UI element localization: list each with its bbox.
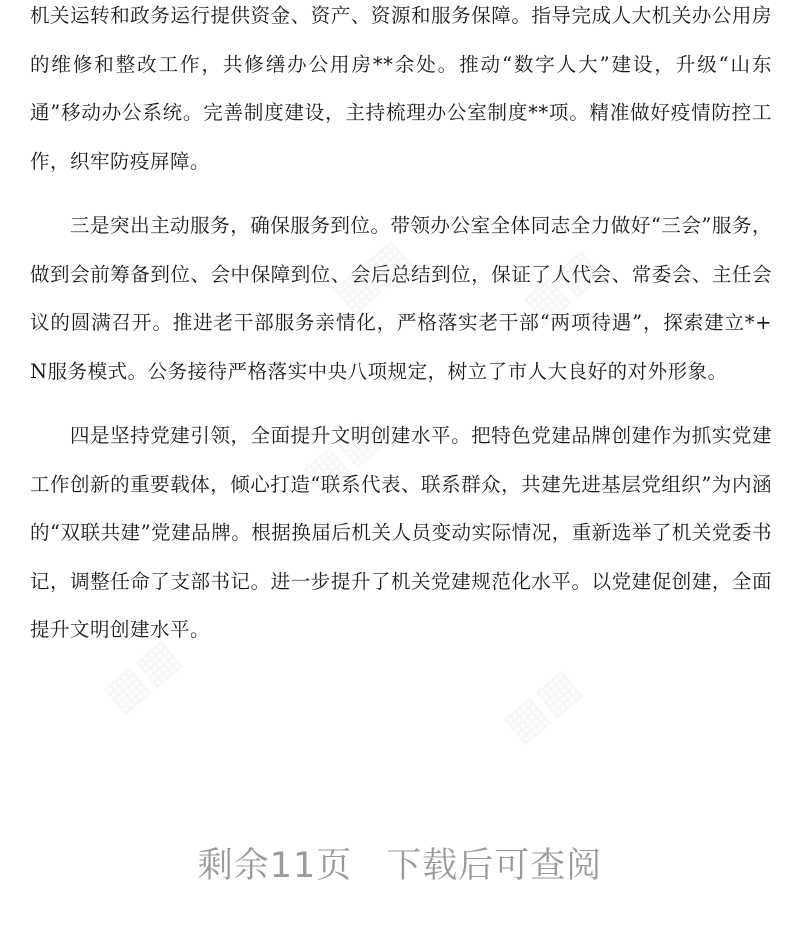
download-prompt[interactable] (0, 838, 800, 888)
document-body (30, 0, 772, 655)
watermark-mark: ▦▦ (493, 659, 590, 752)
paragraph-2: 三是突出主动服务，确保服务到位。带领办公室全体同志全力做好“三会”服务，做到会前筹备到位、会中保障到位、会后总结到位，保证了人代会、常委会、主任会议的圆满召开。推进老干部服务亲情化，严格落实老干部“两项待遇”，探索建立*+N服务模式。公务接待严格落实中央八项规定，树立了市人大良好的对外形象。 (30, 214, 772, 383)
download-to-read-label: 下载后可查阅 (386, 846, 603, 886)
remaining-pages-label: 剩余11页 (197, 846, 353, 886)
paragraph-3: 四是坚持党建引领，全面提升文明创建水平。把特色党建品牌创建作为抓实党建工作创新的重要载体，倾心打造“联系代表、联系群众，共建先进基层党组织”为内涵的“双联共建”党建品牌。根据换届后机关人员变动实际情况，重新选举了机关党委书记，调整任命了支部书记。进一步提升了机关党建规范化水平。以党建促创建，全面提升文明创建水平。 (30, 424, 772, 641)
watermark-mark: ▦▦ (293, 409, 390, 502)
watermark-mark: ▦▦ (323, 229, 420, 322)
watermark-mark: ▦▦ (513, 239, 610, 332)
paragraph-1: 机关运转和政务运行提供资金、资产、资源和服务保障。指导完成人大机关办公用房的维修和整改工作，共修缮办公用房**余处。推动“数字人大”建设，升级“山东通”移动办公系统。完善制度建设，主持梳理办公室制度**项。精准做好疫情防控工作，织牢防疫屏障。 (30, 4, 772, 173)
watermark-mark: ▦▦ (93, 629, 190, 722)
